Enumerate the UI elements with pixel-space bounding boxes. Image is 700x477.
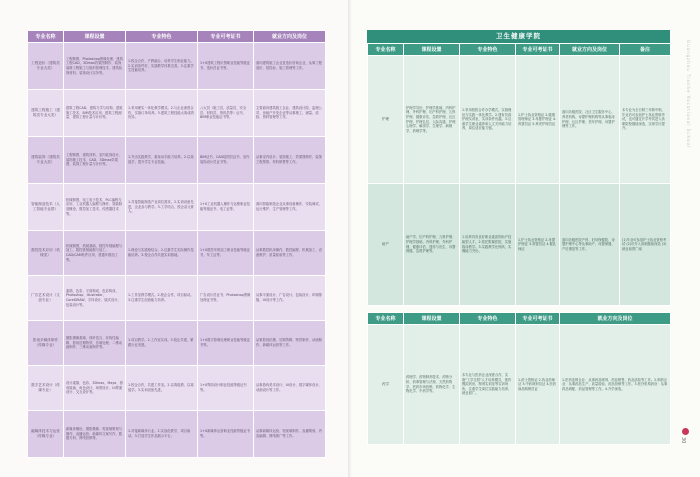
certs-cell: 1.护士执业资格证 2.健康管理师证 3.母婴护理证 4.育婴员证 5.养老护理员证	[516, 56, 560, 184]
courses-cell: 护理学导论、护理学基础、内科护理、外科护理、妇产科护理、儿科护理、健康评估、急救护理、社区护理、护理礼仪、人际沟通、护理心理学、解剖学、生理学、病理学、药理学等。	[404, 56, 460, 184]
major-name: 融媒体技术与运营（传媒专业）	[28, 411, 64, 458]
features-cell: 1.对接新媒体行业。2.实战化教学，项目驱动。3.打造学生作品展示平台。	[126, 411, 198, 458]
header-cell: 就业方向及岗位	[254, 31, 326, 43]
major-name: 广告艺术设计（文创专业）	[28, 276, 64, 321]
courses-cell: 药理学、药物制剂技术、药物分析、药事管理与法规、天然药物学、医药市场营销、药物化学、生物化学、中药学等。	[404, 325, 460, 445]
header-cell: 就业方向及岗位	[560, 44, 620, 56]
courses-cell: 助产学、妇产科护理、儿科护理、护理学基础、内科护理、外科护理、健康评估、遗传与优生、母婴保健、急救护理等。	[404, 184, 460, 306]
left-major-table	[27, 30, 326, 458]
table-header-row	[28, 31, 326, 43]
jobs-cell: 从事平面设计、广告设计、包装设计、印刷排版、UI设计等工作。	[254, 276, 326, 321]
header-cell: 专业特色	[460, 44, 516, 56]
major-name: 建筑工程施工（建筑类专业大类）	[28, 90, 64, 137]
certs-cell: 1+X界面设计职业技能等级证书等。	[198, 366, 254, 411]
page-number: 30	[680, 437, 686, 444]
major-name: 助产	[368, 184, 404, 306]
jobs-cell: 1.医药连锁企业：从事药品调剂、药品销售、药品质检等工作。2.制药企业：从事药品生产、质量检验、药品营销等工作。3.医疗机构药房：从事药品调配、药品管理等工作。4.升学深造。	[560, 325, 671, 445]
page-dot-icon	[682, 428, 689, 435]
major-name: 影视多媒体制作（传媒专业）	[28, 321, 64, 366]
features-cell: 1.采用校院合作办学模式，实施理论与实践一体化教学。2.建有仿真护理实训室，实训条件优越。3.注重学生职业素养和人文关怀能力培养，岗位适应能力强。	[460, 56, 516, 184]
notes-cell: (1)毕业可参加护士执业资格考试 (2)可升入高职继续深造 (3)就业前景广阔	[620, 184, 671, 306]
major-name: 数字艺术设计（传媒专业）	[28, 366, 64, 411]
header-cell: 课程设置	[404, 44, 460, 56]
table-row	[368, 325, 671, 445]
header-cell: 专业可考证书	[516, 44, 560, 56]
major-name: 智能制造技术（人工智能专业群）	[28, 184, 64, 231]
features-cell: 1.工作室教学模式。2.校企合作，项目驱动。3.注重学生创意能力培养。	[126, 276, 198, 321]
health-major-table	[367, 43, 671, 306]
jobs-cell: 从事新媒体运营、短视频制作、直播策划、内容编辑、网络推广等工作。	[254, 411, 326, 458]
school-title: 卫生健康学院	[367, 30, 670, 43]
table-row	[368, 56, 671, 184]
header-cell: 专业名称	[368, 44, 404, 56]
header-cell: 备注	[620, 44, 671, 56]
features-cell: 1.理论与实践相结合。2.注重学生实际操作技能培养。3.校企合作共建实训基地。	[126, 231, 198, 276]
jobs-cell: 从事数控机床操作、数控编程、机械加工、设备维护、质量检验等工作。	[254, 231, 326, 276]
jobs-cell: 面向各级医院、社区卫生服务中心、养老机构、母婴护理机构等从事临床护理、社区护理、老年护理、母婴护理等工作。	[560, 56, 620, 184]
courses-cell: 新媒体概论、摄影摄像、短视频策划与制作、直播运营、新媒体文案写作、数据分析、网络营销等。	[64, 411, 126, 458]
certs-cell: 1.药士资格证 2.执业药师证 3.中药调剂员证 4.医药商品购销员证	[516, 325, 560, 445]
jobs-cell: 面向智能制造企业从事设备操作、安装调试、运行维护、生产管理等工作。	[254, 184, 326, 231]
certs-cell: BIM证书、CAD绘图员证书、室内装饰设计员证书等。	[198, 137, 254, 184]
courses-cell: 机械制图、机械基础、数控车削编程与加工、数控铣削编程与加工、CAD/CAM软件应用、普通车削加工等。	[64, 231, 126, 276]
table-row	[28, 321, 326, 366]
major-name: 护理	[368, 56, 404, 184]
side-school-name: Guangzhou Tianhe Vocational School	[686, 40, 691, 149]
pharmacy-major-table	[367, 312, 671, 445]
major-name: 建筑装饰（建筑类专业大类）	[28, 137, 64, 184]
jobs-cell: 从事室内设计、装饰施工、效果图制作、装饰工程预算、材料销售等工作。	[254, 137, 326, 184]
courses-cell: 工程制图、建筑材料、室内装饰设计、装饰施工技术、CAD、3Dmax效果图、装饰工程计量与计价等。	[64, 137, 126, 184]
features-cell: 1.校企合作，共建工作室。2.以赛促教、以赛促学。3.实训设备先进。	[126, 366, 198, 411]
jobs-cell: 从事影视拍摄、后期剪辑、特效制作、动画制作、新媒体运营等工作。	[254, 321, 326, 366]
table-header-row	[368, 44, 671, 56]
courses-cell: 建筑工程CAD、建筑力学与结构、建筑施工技术、BIM技术应用、建筑工程测量、建筑工程计量与计价等。	[64, 90, 126, 137]
major-name: 工程造价（建筑类专业大类）	[28, 43, 64, 90]
header-cell: 专业名称	[368, 313, 404, 325]
certs-cell: 1.护士执业资格证 2.母婴护理证 3.育婴员证 4.催乳师证	[516, 184, 560, 306]
header-cell: 专业可考证书	[516, 313, 560, 325]
features-cell: 本专业与医药企业深度合作，实施"工学交替"人才培养模式，建有模拟药房、制剂实训室等实训场所，注重学生岗位实践能力培养，就业面广。	[460, 325, 516, 445]
features-cell: 1.突出实践教学，重视动手能力培养。2.以赛促学，提升学生专业技能。	[126, 137, 198, 184]
courses-cell: 工程制图、Photoshop图像处理、建筑工程CAD、3Dmax效果图制作、装饰装修工程施工与组织管理技术、建筑装饰材料、装饰设计实务等。	[64, 43, 126, 90]
header-cell: 专业名称	[28, 31, 64, 43]
table-row	[28, 43, 326, 90]
major-name: 数控技术应用（机械类）	[28, 231, 64, 276]
header-cell: 就业方向及岗位	[560, 313, 671, 325]
notes-cell: 本专业为全日制三年制中职，毕业后可参加护士执业资格考试，也可通过升学考试进入高职院校继续深造，实现学历提升。	[620, 56, 671, 184]
courses-cell: 设计素描、色彩、3Dmax、Maya、游戏原画、角色设计、场景设计、UI界面设计、交互设计等。	[64, 366, 126, 411]
courses-cell: 摄影摄像基础、视听语言、非线性编辑、影视后期特效、音频处理、二维动画制作、三维动画制作等。	[64, 321, 126, 366]
header-cell: 专业可考证书	[198, 31, 254, 43]
certs-cell: 广告设计员证书、Photoshop图像处理证书等。	[198, 276, 254, 321]
table-row	[368, 184, 671, 306]
certs-cell: 1+X数控车铣加工职业技能等级证书、车工证等。	[198, 231, 254, 276]
certs-cell: 1+X工业机器人操作与运维职业技能等级证书、电工证等。	[198, 184, 254, 231]
table-row	[28, 276, 326, 321]
table-row	[28, 137, 326, 184]
features-cell: 1.校企合作、产教融合，培养学生职业能力。2.实训条件好，实践教学体系完善。3.注重学生技能培养。	[126, 43, 198, 90]
header-cell: 专业特色	[460, 313, 516, 325]
table-header-row	[368, 313, 671, 325]
certs-cell: 1+X建筑工程识图职业技能等级证书、造价员证书等。	[198, 43, 254, 90]
page-fold	[348, 0, 352, 477]
jobs-cell: 面向建筑施工企业及造价咨询企业，从事工程造价、招投标、施工管理等工作。	[254, 43, 326, 90]
table-row	[28, 184, 326, 231]
header-cell: 专业特色	[126, 31, 198, 43]
courses-cell: 素描、色彩、平面构成、色彩构成、Photoshop、Illustrator、CorelDRAW、字体设计、版式设计、包装设计等。	[64, 276, 126, 321]
table-row	[28, 231, 326, 276]
features-cell: 1.对接智能制造产业岗位需求。2.实训设备先进，企业参与教学。3.工学结合，校企双元育人。	[126, 184, 198, 231]
table-row	[28, 411, 326, 458]
courses-cell: 机械制图、电工电子技术、PLC编程与应用、工业机器人编程与操作、智能制造概论、数控加工技术、传感器技术等。	[64, 184, 126, 231]
jobs-cell: 面向各级医院产科、妇幼保健院、母婴护理中心等从事助产、母婴保健、产后康复等工作。	[560, 184, 620, 306]
header-cell: 课程设置	[404, 313, 460, 325]
features-cell: 1.项目教学。2.工作室实训。3.校企共建，紧跟行业发展。	[126, 321, 198, 366]
certs-cell: 八大员（施工员、质量员、安全员、材料员、资料员等）证书、BIM职业技能证书等。	[198, 90, 254, 137]
certs-cell: 1+X数字影像处理职业技能等级证书等。	[198, 321, 254, 366]
major-name: 药学	[368, 325, 404, 445]
header-cell: 课程设置	[64, 31, 126, 43]
table-row	[28, 90, 326, 137]
features-cell: 1.培养具有良好职业素质的助产技能型人才。2.依托附属医院，实施临床教学。3.实践教学比例高，实操能力突出。	[460, 184, 516, 306]
certs-cell: 1+X新媒体运营职业技能等级证书等。	[198, 411, 254, 458]
table-row	[28, 366, 326, 411]
features-cell: 1.采用理实一体化教学模式。2.与企业深度合作，实施订单培养。3.建筑工程技能大赛成绩优异。	[126, 90, 198, 137]
jobs-cell: 主要面向建筑施工企业、建筑设计院、监理公司、房地产开发企业等从事施工、测量、质检、资料管理等工作。	[254, 90, 326, 137]
jobs-cell: 从事游戏美术设计、UI设计、数字媒体设计、动画设计等工作。	[254, 366, 326, 411]
page-number-marker	[679, 428, 693, 454]
